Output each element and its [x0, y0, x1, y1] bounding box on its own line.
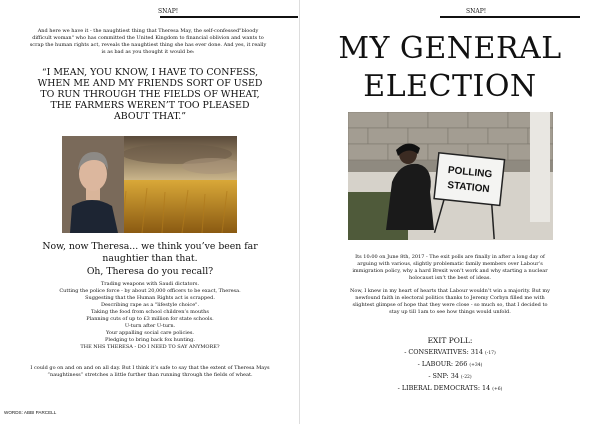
list-item: Describing rape as a "lifestyle choice". — [100, 302, 200, 308]
left-header-rule — [160, 16, 298, 18]
list-item: U-turn after U-turn. — [124, 323, 176, 329]
article-title: MY GENERAL ELECTION — [338, 31, 562, 104]
exit-poll-results — [300, 347, 600, 395]
list-item: THE NHS THERESA - DO I NEED TO SAY ANYMORE? — [80, 344, 220, 350]
seat-change: (-22) — [460, 375, 472, 380]
right-page — [300, 0, 600, 424]
list-item: Your appalling social care policies. — [105, 330, 195, 336]
outro-paragraph: I could go on and on and on all day. But I think it’s safe to say that the extent of Theresa Mays “naughtiness” stretches a little further than running through the fields of wheat. — [30, 365, 270, 378]
body-paragraph: Its 10:00 on June 8th, 2017 - The exit polls are finally in after a long day of arguing with various, slightly problematic family members over Labour’s immigration policy, why a hard Brexit won’t work and why starting a nuclear holocaust isn’t the best of ideas. — [352, 254, 548, 281]
author-credit: WORDS: ABBI PARCELL — [4, 410, 57, 415]
exit-poll-row — [300, 359, 600, 371]
list-item: Trading weapons with Saudi dictators. — [100, 281, 200, 287]
party-result: - LABOUR: 266 — [417, 360, 468, 368]
left-header: SNAP! — [158, 8, 179, 15]
intro-paragraph: And here we have it - the naughtiest thing that Theresa May, the self-confessed"bloody difficult woman" who has committed the United Kingdom to financial oblivion and wants to scrap the human rights act, reveals the naughtiest thing she has ever done. And yes, it really is as bad as you thought it would be: — [29, 28, 267, 55]
exit-poll-row — [300, 347, 600, 359]
theresa-may-wheat-photo — [62, 136, 237, 233]
polling-station-photo — [348, 112, 553, 240]
list-item: Pledging to bring back fox hunting. — [105, 337, 195, 343]
party-result: - LIBERAL DEMOCRATS: 14 — [397, 384, 491, 392]
right-header: SNAP! — [466, 8, 487, 15]
seat-change: (+34) — [469, 363, 483, 368]
list-item: Cutting the police force - by about 20,000 officers to be exact, Theresa. — [59, 288, 241, 294]
seat-change: (+6) — [492, 387, 503, 392]
sign-text-polling: POLLING — [447, 164, 493, 181]
list-item: Planning cuts of up to £3 million for state schools. — [86, 316, 214, 322]
sign-text-station: STATION — [446, 179, 491, 196]
recall-heading: Oh, Theresa do you recall? — [86, 266, 214, 277]
list-item: Taking the food from school children’s mouths — [91, 309, 209, 315]
body-paragraph: Now, I knew in my heart of hearts that Labour wouldn’t win a majority. But my newfound faith in electoral politics thanks to Jeremy Corbyn filled me with slightest glimpse of hope that they were close - so much so, that I decided to stay up till 1am to see how things would unfold. — [350, 288, 550, 315]
seat-change: (-17) — [485, 351, 496, 356]
pull-quote: “I MEAN, YOU KNOW, I HAVE TO CONFESS, WHEN ME AND MY FRIENDS SORT OF USED TO RUN THROUGH THE FIELDS OF WHEAT, THE FARMERS WEREN’T TOO PLEASED ABOUT THAT.” — [37, 67, 263, 122]
party-result: - CONSERVATIVES: 314 — [404, 348, 483, 356]
exit-poll-title: EXIT POLL: — [427, 336, 473, 345]
party-result: - SNP: 34 — [428, 372, 459, 380]
now-now-heading: Now, now Theresa... we think you’ve been far naughtier than that. — [42, 241, 258, 264]
grievance-list — [20, 281, 280, 351]
article-body — [350, 254, 550, 322]
exit-poll-row — [300, 383, 600, 395]
right-header-rule — [440, 16, 580, 18]
list-item: Suggesting that the Human Rights act is scrapped. — [85, 295, 215, 301]
exit-poll-row — [300, 371, 600, 383]
